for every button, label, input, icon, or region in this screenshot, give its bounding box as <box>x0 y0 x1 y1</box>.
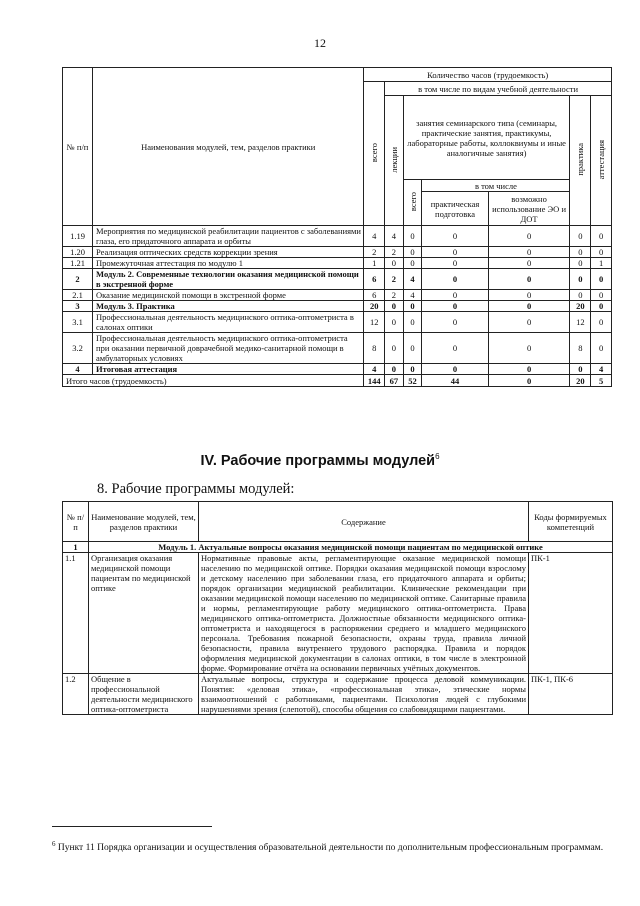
row-eo: 0 <box>488 290 570 301</box>
total-total: 144 <box>364 375 385 387</box>
row-attestation: 4 <box>591 364 612 375</box>
module-row-num: 1 <box>63 542 89 553</box>
footnote-mark: 6 <box>52 840 56 848</box>
row-seminar: 0 <box>403 312 422 333</box>
row-practical-training: 0 <box>422 269 488 290</box>
row-total: 8 <box>364 333 385 364</box>
table-row <box>63 364 612 375</box>
header-seminar-total-cell <box>403 180 422 226</box>
header-num: № п/п <box>63 68 93 226</box>
program-codes: ПК-1 <box>529 553 613 674</box>
program-codes: ПК-1, ПК-6 <box>529 674 613 715</box>
row-lectures: 0 <box>385 364 404 375</box>
header-by-activity: в том числе по видам учебной деятельности <box>385 82 612 96</box>
section-heading <box>0 452 640 469</box>
row-practice: 0 <box>570 269 591 290</box>
header-seminar-total: всего <box>407 191 418 212</box>
header-lectures-cell <box>385 96 404 226</box>
header-eo-dot: возможно использование ЭО и ДОТ <box>488 192 570 226</box>
row-practical-training: 0 <box>422 364 488 375</box>
sub-heading: 8. Рабочие программы модулей: <box>97 481 295 497</box>
section-footnote-mark: 6 <box>435 452 440 461</box>
row-practical-training: 0 <box>422 247 488 258</box>
table-row <box>63 312 612 333</box>
header-including: в том числе <box>422 180 570 192</box>
row-num: 2 <box>63 269 93 290</box>
row-practice: 0 <box>570 364 591 375</box>
row-practice: 8 <box>570 333 591 364</box>
section-heading-text: IV. Рабочие программы модулей <box>200 452 436 469</box>
footnote <box>52 838 612 854</box>
table-row <box>63 247 612 258</box>
total-seminar: 52 <box>403 375 422 387</box>
program-content: Нормативные правовые акты, регламентирующие оказание медицинской помощи населению по медицинской оптике. Порядки оказания медицинской помощи взрослому и детскому населению при заболевании глаза, его придаточного аппарата и орбиты; порядок организации медицинской реабилитации. Клинические рекомендации при оказании медицинской помощи населению по медицинской оптике. Санитарные правила и нормы, регламентирующие работу медицинского оптика-оптометриста. Права медицинского оптика-оптометриста. Должностные обязанности медицинского оптика-оптометриста и находящегося в распоряжении среднего и младшего медицинского персонала. Требования пожарной безопасности, охраны труда, правила личной безопасности, правила внутреннего трудового распорядка. Правила и порядок оформления медицинской документации в салонах оптики, в том числе в электронной форме. Формирование отчёта на основании первичных учётных документов. <box>199 553 529 674</box>
table-row <box>63 290 612 301</box>
row-practice: 20 <box>570 301 591 312</box>
table-row <box>63 301 612 312</box>
row-name: Профессиональная деятельность медицинского оптика-оптометриста в салонах оптики <box>93 312 364 333</box>
row-seminar: 0 <box>403 301 422 312</box>
total-attestation: 5 <box>591 375 612 387</box>
row-lectures: 0 <box>385 301 404 312</box>
row-eo: 0 <box>488 258 570 269</box>
hours-table <box>62 67 612 387</box>
row-practical-training: 0 <box>422 312 488 333</box>
row-name: Итоговая аттестация <box>93 364 364 375</box>
row-name: Профессиональная деятельность медицинского оптика-оптометриста при оказании первичной доврачебной медико-санитарной помощи в амбулаторных условиях <box>93 333 364 364</box>
row-attestation: 0 <box>591 226 612 247</box>
row-attestation: 0 <box>591 301 612 312</box>
row-attestation: 0 <box>591 247 612 258</box>
row-num: 3.2 <box>63 333 93 364</box>
program-num: 1.2 <box>63 674 89 715</box>
row-attestation: 0 <box>591 269 612 290</box>
row-seminar: 0 <box>403 333 422 364</box>
table-row <box>63 226 612 247</box>
program-name: Организация оказания медицинской помощи пациентам по медицинской оптике <box>89 553 199 674</box>
row-eo: 0 <box>488 333 570 364</box>
program-content: Актуальные вопросы, структура и содержание процесса деловой коммуникации. Понятия: «деловая этика», «профессиональная этика», этические нормы взаимоотношений с работниками, пациентами. Психология людей с глубокими нарушениями зрения (слепотой), способы общения со слабовидящими пациентами. <box>199 674 529 715</box>
row-name: Реализация оптических средств коррекции зрения <box>93 247 364 258</box>
total-label: Итого часов (трудоемкость) <box>63 375 364 387</box>
header-practice: практика <box>575 143 586 176</box>
row-total: 12 <box>364 312 385 333</box>
row-seminar: 4 <box>403 290 422 301</box>
row-practical-training: 0 <box>422 333 488 364</box>
row-name: Модуль 3. Практика <box>93 301 364 312</box>
row-eo: 0 <box>488 312 570 333</box>
row-lectures: 0 <box>385 258 404 269</box>
header-lectures: лекции <box>388 146 399 173</box>
row-name: Модуль 2. Современные технологии оказания медицинской помощи в экстренной форме <box>93 269 364 290</box>
row-lectures: 2 <box>385 290 404 301</box>
row-practical-training: 0 <box>422 290 488 301</box>
row-eo: 0 <box>488 364 570 375</box>
programs-header-num: № п/п <box>63 502 89 542</box>
row-eo: 0 <box>488 269 570 290</box>
row-practical-training: 0 <box>422 226 488 247</box>
header-attestation-cell <box>591 96 612 226</box>
header-hours-total: Количество часов (трудоемкость) <box>364 68 612 82</box>
header-practice-cell <box>570 96 591 226</box>
module-row-title: Модуль 1. Актуальные вопросы оказания медицинской помощи пациентам по медицинской оптике <box>89 542 613 553</box>
row-lectures: 2 <box>385 269 404 290</box>
row-num: 1.19 <box>63 226 93 247</box>
row-seminar: 0 <box>403 226 422 247</box>
row-practice: 12 <box>570 312 591 333</box>
program-rows <box>63 553 613 715</box>
row-num: 4 <box>63 364 93 375</box>
row-num: 2.1 <box>63 290 93 301</box>
row-total: 20 <box>364 301 385 312</box>
program-name: Общение в профессиональной деятельности медицинского оптика-оптометриста <box>89 674 199 715</box>
row-total: 6 <box>364 269 385 290</box>
header-attestation: аттестация <box>596 139 607 180</box>
row-eo: 0 <box>488 301 570 312</box>
row-practice: 0 <box>570 290 591 301</box>
row-practical-training: 0 <box>422 258 488 269</box>
row-seminar: 0 <box>403 364 422 375</box>
row-name: Мероприятия по медицинской реабилитации пациентов с заболеваниями глаза, его придаточного аппарата и орбиты <box>93 226 364 247</box>
total-eo: 0 <box>488 375 570 387</box>
table-row <box>63 269 612 290</box>
row-attestation: 1 <box>591 258 612 269</box>
row-total: 6 <box>364 290 385 301</box>
footnote-divider <box>52 826 212 827</box>
hours-rows <box>63 226 612 375</box>
row-num: 1.21 <box>63 258 93 269</box>
row-total: 4 <box>364 226 385 247</box>
row-total: 1 <box>364 258 385 269</box>
row-num: 1.20 <box>63 247 93 258</box>
header-total-cell <box>364 82 385 226</box>
row-practice: 0 <box>570 258 591 269</box>
row-total: 4 <box>364 364 385 375</box>
row-practical-training: 0 <box>422 301 488 312</box>
row-attestation: 0 <box>591 312 612 333</box>
table-row <box>63 333 612 364</box>
row-lectures: 0 <box>385 333 404 364</box>
row-seminar: 4 <box>403 269 422 290</box>
row-lectures: 0 <box>385 312 404 333</box>
row-num: 3.1 <box>63 312 93 333</box>
row-attestation: 0 <box>591 290 612 301</box>
row-practice: 0 <box>570 226 591 247</box>
row-seminar: 0 <box>403 258 422 269</box>
programs-table <box>62 501 613 715</box>
header-practical-training: практическая подготовка <box>422 192 488 226</box>
program-row <box>63 553 613 674</box>
row-name: Оказание медицинской помощи в экстренной форме <box>93 290 364 301</box>
programs-header-codes: Коды формируемых компетенций <box>529 502 613 542</box>
total-practice: 20 <box>570 375 591 387</box>
footnote-text: Пункт 11 Порядка организации и осуществления образовательной деятельности по дополнительным профессиональным программам. <box>57 843 604 854</box>
row-practice: 0 <box>570 247 591 258</box>
row-eo: 0 <box>488 247 570 258</box>
row-eo: 0 <box>488 226 570 247</box>
row-lectures: 2 <box>385 247 404 258</box>
row-lectures: 4 <box>385 226 404 247</box>
program-num: 1.1 <box>63 553 89 674</box>
programs-header-name: Наименование модулей, тем, разделов практики <box>89 502 199 542</box>
program-row <box>63 674 613 715</box>
total-practical-training: 44 <box>422 375 488 387</box>
hours-total-row <box>63 375 612 387</box>
row-name: Промежуточная аттестация по модулю 1 <box>93 258 364 269</box>
row-num: 3 <box>63 301 93 312</box>
header-name: Наименования модулей, тем, разделов практики <box>93 68 364 226</box>
total-lectures: 67 <box>385 375 404 387</box>
row-attestation: 0 <box>591 333 612 364</box>
header-seminar: занятия семинарского типа (семинары, практические занятия, практикумы, лабораторные работы, коллоквиумы и иные аналогичные занятия) <box>403 96 570 180</box>
row-total: 2 <box>364 247 385 258</box>
programs-header-content: Содержание <box>199 502 529 542</box>
row-seminar: 0 <box>403 247 422 258</box>
table-row <box>63 258 612 269</box>
page-number: 12 <box>314 36 326 50</box>
header-total: всего <box>369 142 380 163</box>
